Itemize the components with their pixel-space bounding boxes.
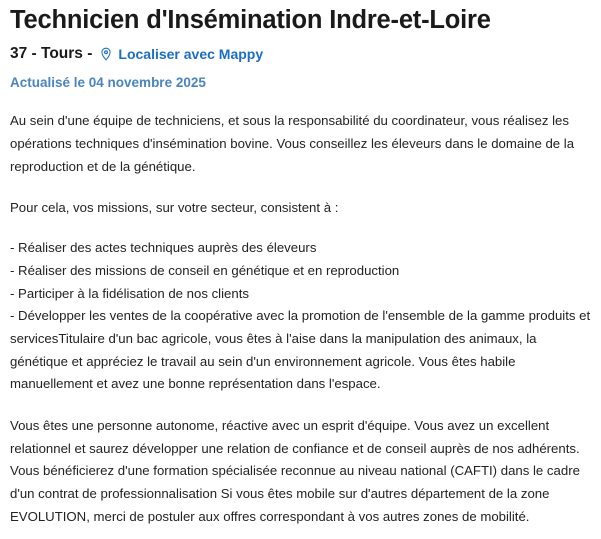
list-item: - Réaliser des missions de conseil en génétique et en reproduction [10, 262, 400, 278]
list-item: - Réaliser des actes techniques auprès des éleveurs [10, 240, 317, 256]
last-updated-date: Actualisé le 04 novembre 2025 [10, 75, 206, 91]
intro-paragraph: Au sein d'une équipe de techniciens, et sous la responsabilité du coordinateur, vous réalisez les opérations techniques d'insémination bovine. Vous conseillez les éleveurs dans le domaine de la reproduction et de la génétique. [10, 113, 575, 174]
map-link-label: Localiser avec Mappy [118, 46, 264, 63]
page-title: Technicien d'Insémination Indre-et-Loire [10, 6, 491, 34]
locate-with-mappy-link[interactable] [99, 46, 263, 62]
job-location: 37 - Tours - [10, 45, 93, 63]
map-pin-icon [99, 47, 113, 61]
list-item: - Développer les ventes de la coopérative avec la promotion de l'ensemble de la gamme produits et servicesTitulaire d'un bac agricole, vous êtes à l'aise dans la manipulation des animaux, la génétique et appréciez le travail au sein d'un environnement agricole. Vous êtes habile manuellement et avez une bonne représentation dans l'espace. [10, 308, 591, 392]
location-row [10, 45, 591, 63]
job-description [10, 110, 591, 528]
closing-paragraph: Vous êtes une personne autonome, réactive avec un esprit d'équipe. Vous avez un excellent relationnel et saurez développer une relation de confiance et de conseil auprès de nos adhérents. Vous bénéficierez d'une formation spécialisée reconnue au niveau national (CAFTI) dans le cadre d'un contrat de professionnalisation Si vous êtes mobile sur d'autres département de la zone EVOLUTION, merci de postuler aux offres correspondant à vos autres zones de mobilité. [10, 418, 580, 524]
list-item: - Participer à la fidélisation de nos clients [10, 285, 249, 301]
missions-lead-paragraph: Pour cela, vos missions, sur votre secteur, consistent à : [10, 200, 339, 216]
missions-list [10, 237, 591, 396]
